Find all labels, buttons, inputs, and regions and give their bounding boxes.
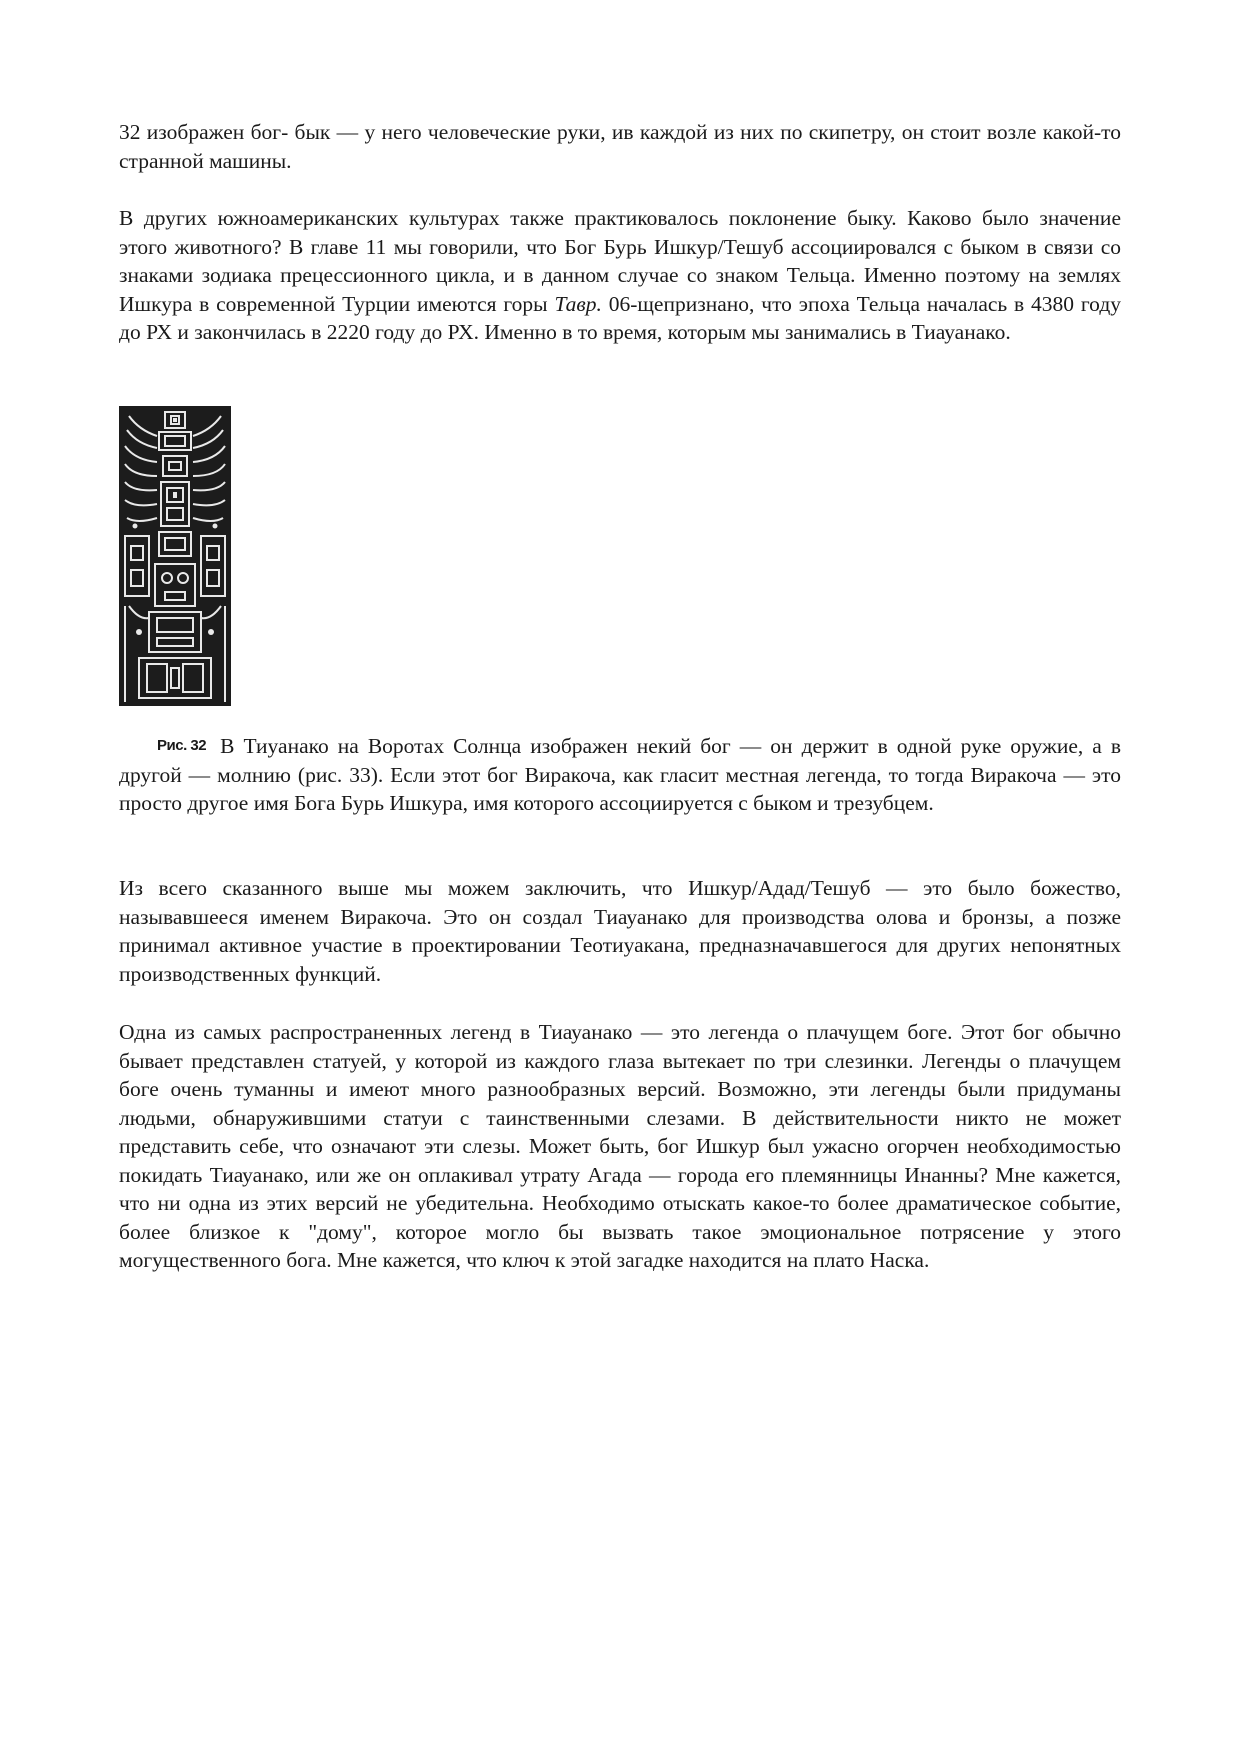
paragraph-2-text-b: 06-щепризнано, что эпоха Тельца началась в 4380 году до РХ и закончилась в 2220 году до РХ. Именно в то время, которым мы занимались в Тиауанако.	[119, 291, 1122, 344]
paragraph-3	[119, 732, 1121, 818]
paragraph-2	[119, 204, 1121, 347]
paragraph-3-text: В Тиуанако на Воротах Солнца изображен некий бог — он держит в одной руке оружие, а в другой — молнию (рис. 33). Если этот бог Виракоча, как гласит местная легенда, то тогда Виракоча — это просто другое имя Бога Бурь Ишкура, имя которого ассоциируется с быком и трезубцем.	[119, 734, 1121, 815]
paragraph-2-text-a: В других южноамериканских культурах также практиковалось поклонение быку. Каково было значение этого животного? В главе 11 мы говорили, что Бог Бурь Ишкур/Тешуб ассоциировался с быком в связи со знаками зодиака прецессионного цикла, и в данном случае со знаком Тельца. Именно поэтому на землях Ишкура в современной Турции имеются горы	[119, 206, 1121, 316]
paragraph-4: Из всего сказанного выше мы можем заключить, что Ишкур/Адад/Тешуб — это было божество, называвшееся именем Виракоча. Это он создал Тиауанако для производства олова и бронзы, а позже принимал активное участие в проектировании Теотиуакана, предназначавшегося для других непонятных производственных функций.	[119, 876, 1121, 986]
paragraph-1: 32 изображен бог- бык — у него человеческие руки, ив каждой из них по скипетру, он стоит возле какой-то странной машины.	[119, 120, 1121, 173]
paragraph-5: Одна из самых распространенных легенд в Тиауанако — это легенда о плачущем боге. Этот бог обычно бывает представлен статуей, у которой из каждого глаза вытекает по три слезинки. Легенды о плачущем боге очень туманны и имеют много разнообразных версий. Возможно, эти легенды были придуманы людьми, обнаружившими статуи с таинственными слезами. В действительности никто не может представить себе, что означают эти слезы. Может быть, бог Ишкур был ужасно огорчен необходимостью покидать Тиауанако, или же он оплакивал утрату Агада — города его племянницы Инанны? Мне кажется, что ни одна из этих версий не убедительна. Необходимо отыскать какое-то более драматическое событие, более близкое к "дому", которое могло бы вызвать такое эмоциональное потрясение у этого могущественного бога. Мне кажется, что ключ к этой загадке находится на плато Наска.	[119, 1020, 1121, 1272]
figure-32-image	[119, 406, 231, 706]
paragraph-2-italic: Тавр.	[554, 291, 602, 316]
figure-label: Рис. 32	[157, 737, 207, 754]
